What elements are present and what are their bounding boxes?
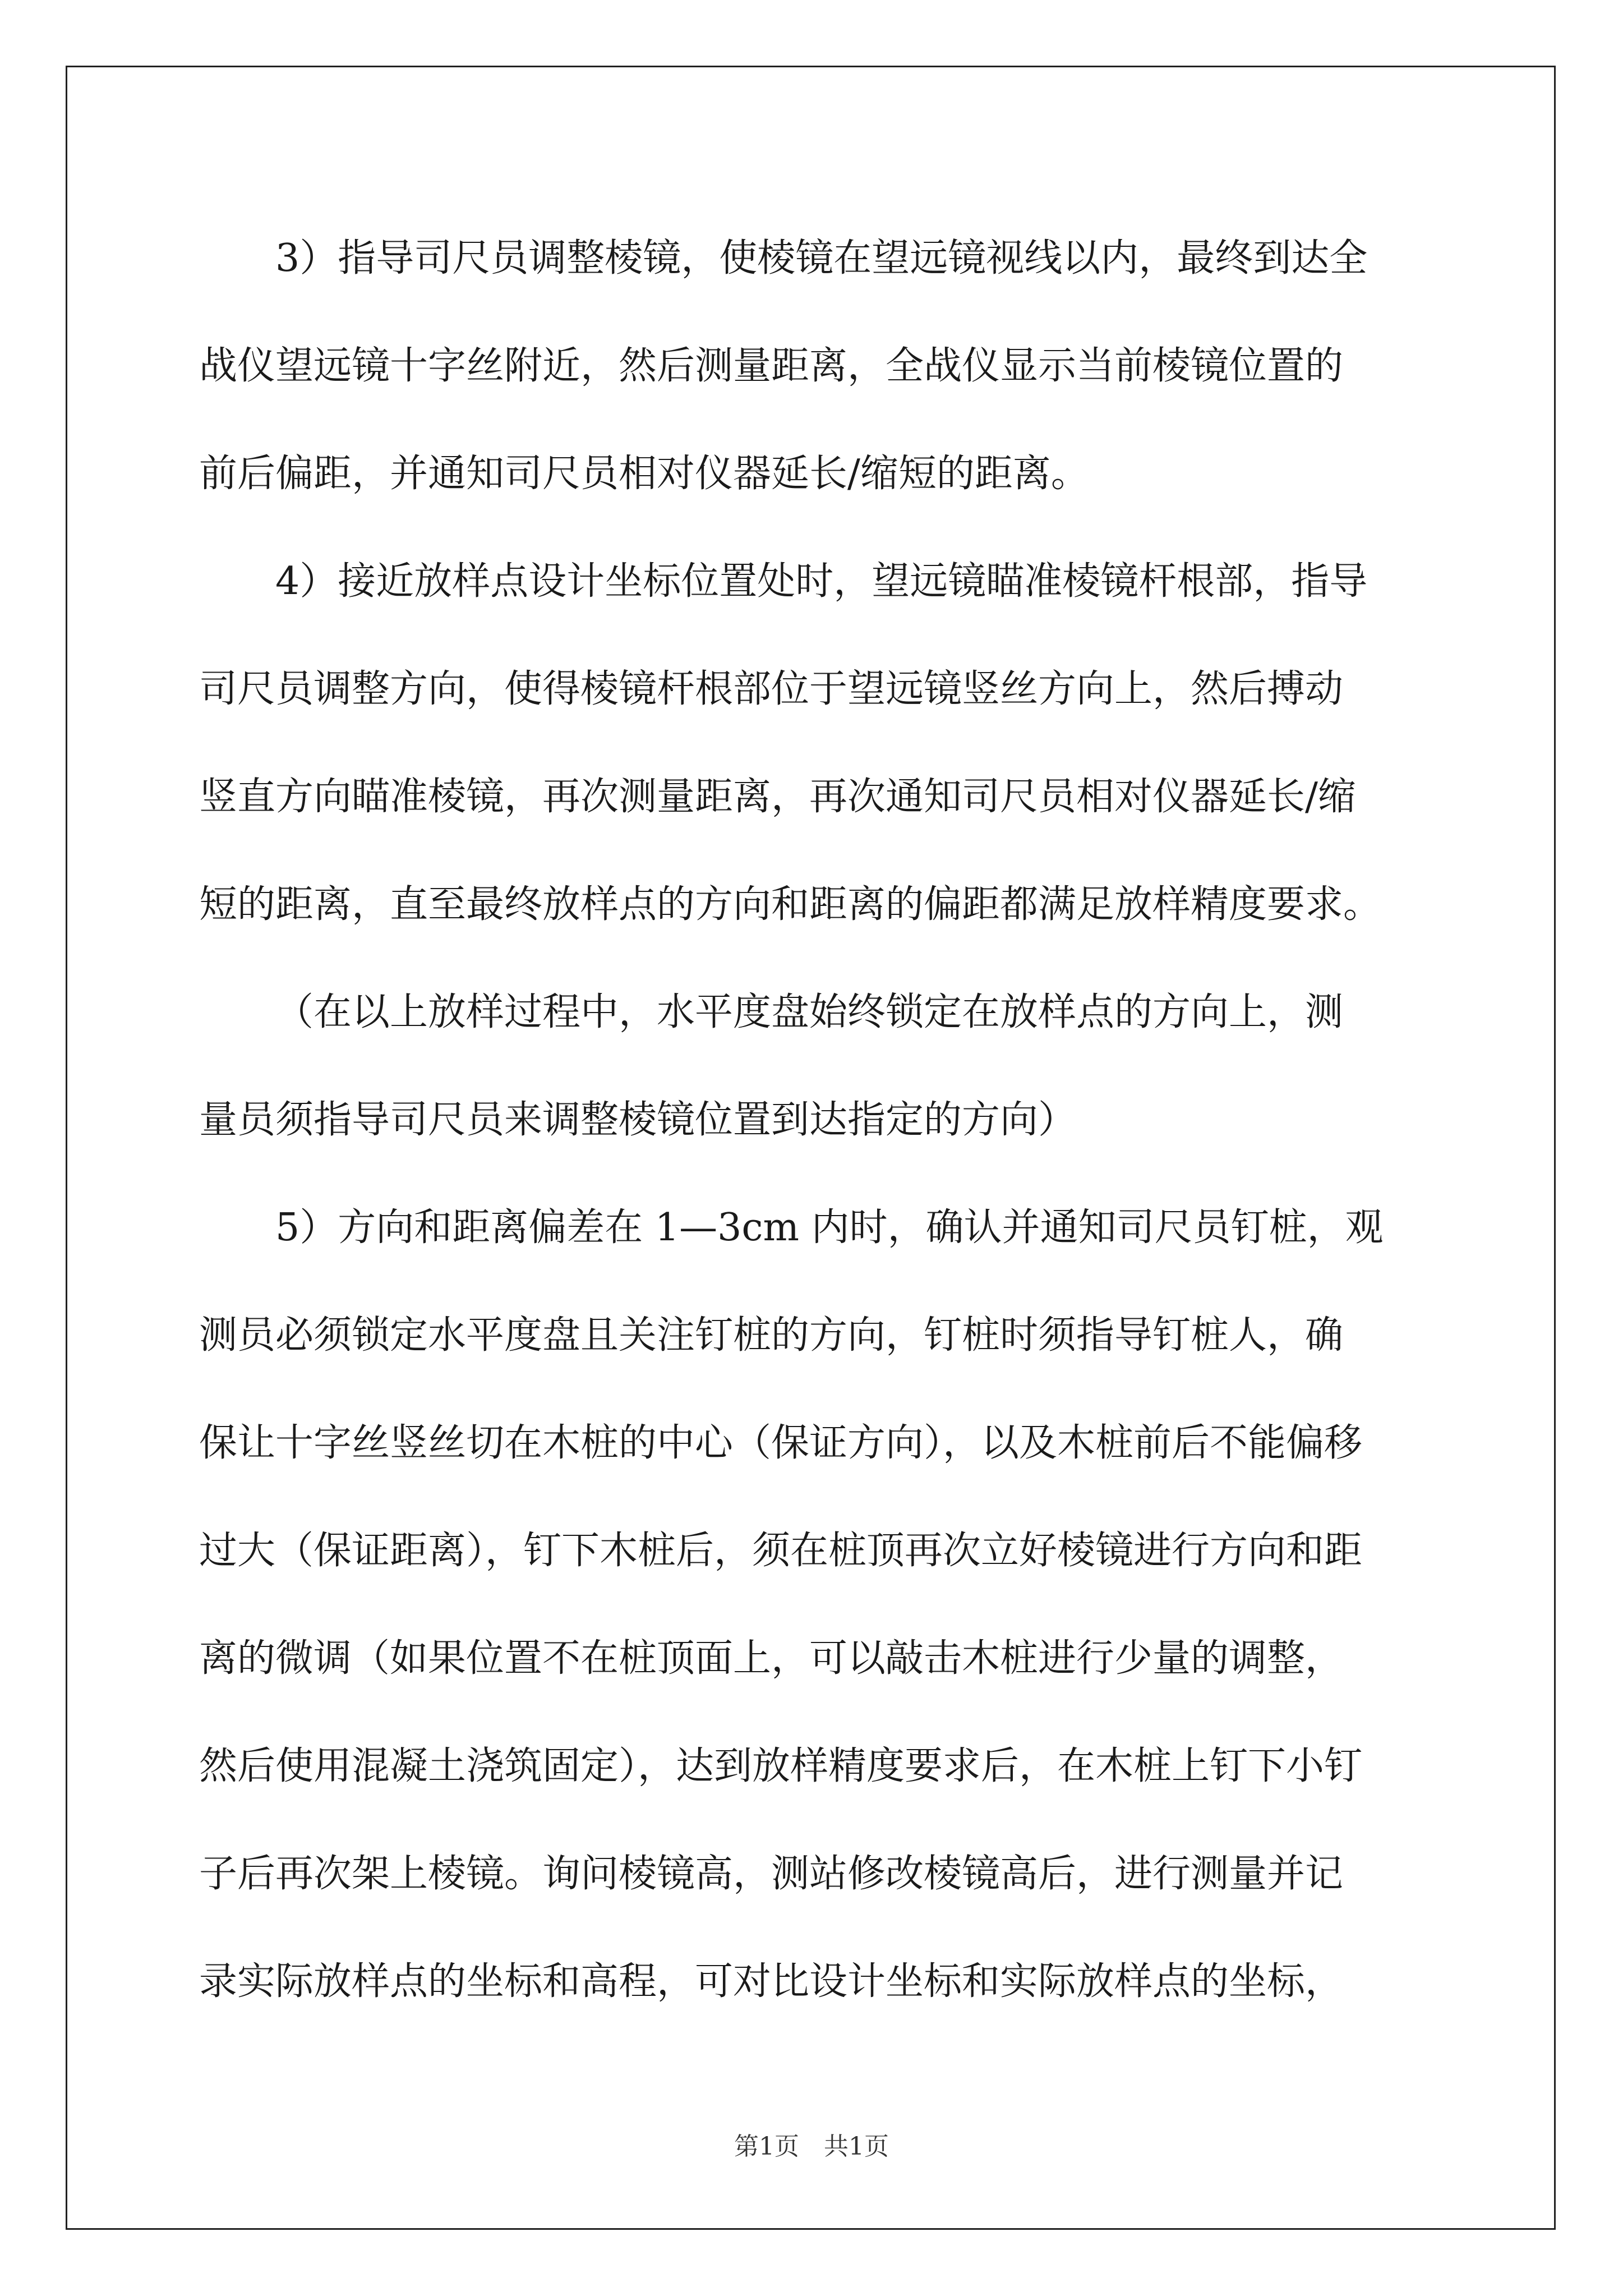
paragraph-5-line-1: 5）方向和距离偏差在 1—3cm 内时，确认并通知司尺员钉桩，观 [275, 1205, 1384, 1250]
note-line-1: （在以上放样过程中，水平度盘始终锁定在放样点的方向上，测 [275, 990, 1344, 1034]
paragraph-5-line-8: 录实际放样点的坐标和高程，可对比设计坐标和实际放样点的坐标， [199, 1959, 1344, 2004]
paragraph-5-line-4: 过大（保证距离），钉下木桩后，须在桩顶再次立好棱镜进行方向和距 [199, 1529, 1363, 1573]
paragraph-5-line-5: 离的微调（如果位置不在桩顶面上，可以敲击木桩进行少量的调整， [199, 1636, 1344, 1681]
paragraph-4-line-3: 竖直方向瞄准棱镜，再次测量距离，再次通知司尺员相对仪器延长/缩 [199, 775, 1356, 819]
paragraph-4-line-4: 短的距离，直至最终放样点的方向和距离的偏距都满足放样精度要求。 [199, 882, 1382, 927]
paragraph-5-line-7: 子后再次架上棱镜。询问棱镜高，测站修改棱镜高后，进行测量并记 [199, 1852, 1344, 1896]
paragraph-3-line-1: 3）指导司尺员调整棱镜，使棱镜在望远镜视线以内，最终到达全 [275, 236, 1368, 280]
paragraph-4-line-1: 4）接近放样点设计坐标位置处时，望远镜瞄准棱镜杆根部，指导 [275, 559, 1368, 604]
paragraph-4-line-2: 司尺员调整方向，使得棱镜杆根部位于望远镜竖丝方向上，然后搏动 [199, 667, 1344, 711]
note-line-2: 量员须指导司尺员来调整棱镜位置到达指定的方向） [199, 1098, 1077, 1142]
document-body [199, 205, 1433, 2036]
page-number: 第1页 共1页 [734, 2132, 889, 2161]
paragraph-3-line-3: 前后偏距，并通知司尺员相对仪器延长/缩短的距离。 [199, 452, 1089, 496]
paragraph-5-line-3: 保让十字丝竖丝切在木桩的中心（保证方向），以及木桩前后不能偏移 [199, 1421, 1363, 1465]
paragraph-5-line-6: 然后使用混凝土浇筑固定），达到放样精度要求后，在木桩上钉下小钉 [199, 1744, 1363, 1788]
paragraph-5-line-2: 测员必须锁定水平度盘且关注钉桩的方向，钉桩时须指导钉桩人，确 [199, 1313, 1344, 1358]
paragraph-3-line-2: 战仪望远镜十字丝附近，然后测量距离，全战仪显示当前棱镜位置的 [199, 344, 1344, 388]
